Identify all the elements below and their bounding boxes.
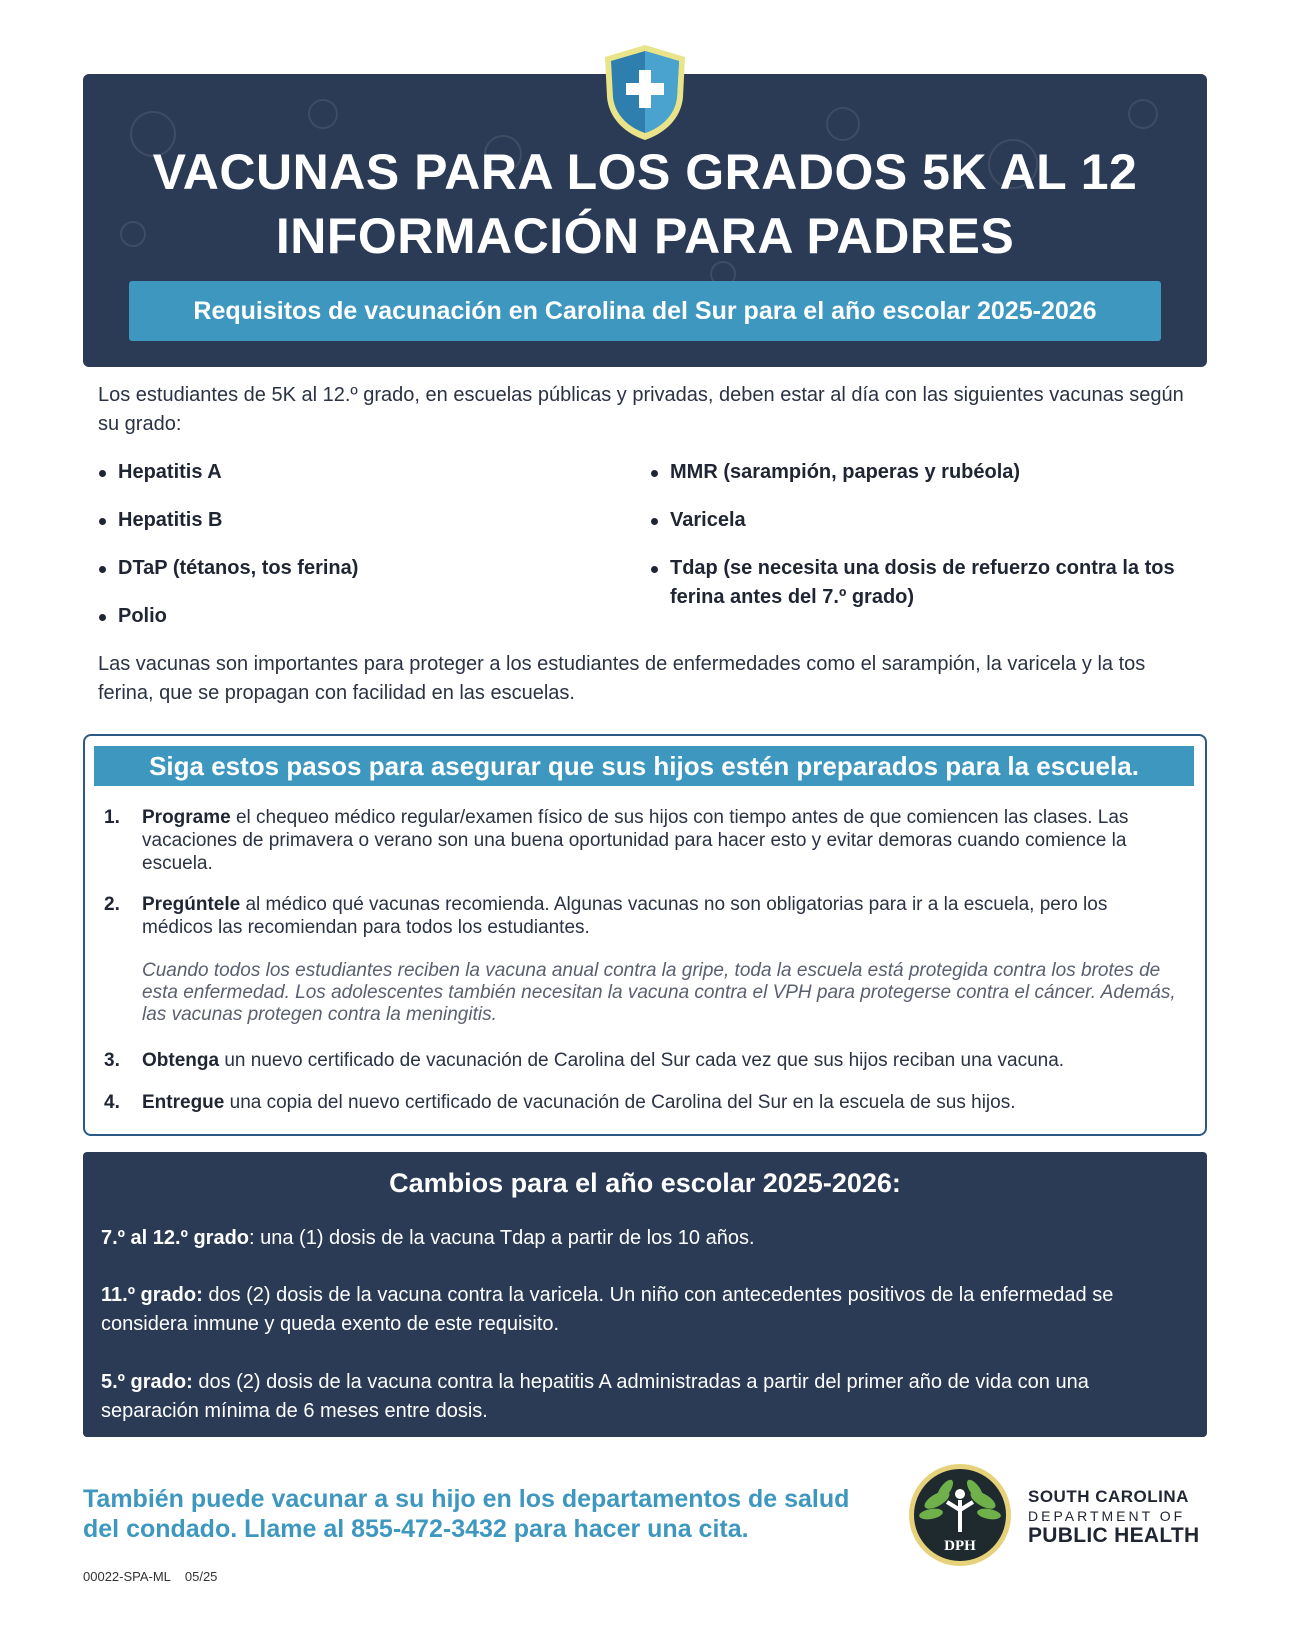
list-item: Hepatitis A bbox=[98, 458, 598, 487]
cta-line-2: del condado. Llame al 855-472-3432 para hacer una cita. bbox=[83, 1515, 749, 1543]
step-number: 3. bbox=[104, 1050, 120, 1071]
list-item: Varicela bbox=[650, 506, 1190, 535]
changes-title: Cambios para el año escolar 2025-2026: bbox=[389, 1168, 901, 1198]
change-grade: 5.º grado: bbox=[101, 1371, 193, 1393]
change-text: dos (2) dosis de la vacuna contra la hepatitis A administradas a partir del primer año de vida con una separación mínima de 6 meses entre dosis. bbox=[101, 1371, 1089, 1422]
step-text: el chequeo médico regular/examen físico de sus hijos con tiempo antes de que comiencen las clases. Las vacaciones de primavera o verano son una buena oportunidad para hacer esto y evitar demoras cuando comience la escuela. bbox=[142, 807, 1129, 874]
step-4 bbox=[104, 1091, 1174, 1114]
medical-shield-icon bbox=[601, 42, 689, 142]
step-3 bbox=[104, 1049, 1174, 1072]
step-verb: Programe bbox=[142, 807, 231, 828]
importance-text: Las vacunas son importantes para proteger a los estudiantes de enfermedades como el sarampión, la varicela y la tos ferina, que se propagan con facilidad en las escuelas. bbox=[98, 653, 1146, 704]
org-line-1: SOUTH CAROLINA bbox=[1028, 1487, 1189, 1506]
list-item: Tdap (se necesita una dosis de refuerzo contra la tos ferina antes del 7.º grado) bbox=[650, 554, 1190, 612]
logo-text: DPH bbox=[944, 1538, 976, 1554]
step-text: una copia del nuevo certificado de vacunación de Carolina del Sur en la escuela de sus hijos. bbox=[224, 1092, 1016, 1113]
change-grade: 7.º al 12.º grado bbox=[101, 1227, 249, 1249]
step-text: un nuevo certificado de vacunación de Carolina del Sur cada vez que sus hijos reciban una vacuna. bbox=[219, 1050, 1065, 1071]
title-line-1: VACUNAS PARA LOS GRADOS 5K AL 12 bbox=[152, 144, 1138, 200]
vaccine-list-right bbox=[650, 458, 1190, 631]
step-verb: Entregue bbox=[142, 1092, 225, 1113]
document-code: 00022-SPA-ML 05/25 bbox=[83, 1569, 218, 1584]
subtitle-bar: Requisitos de vacunación en Carolina del Sur para el año escolar 2025-2026 bbox=[129, 281, 1161, 341]
list-item: MMR (sarampión, paperas y rubéola) bbox=[650, 458, 1190, 487]
vaccine-list-left bbox=[98, 458, 598, 650]
title-line-2: INFORMACIÓN PARA PADRES bbox=[275, 208, 1015, 264]
change-item bbox=[101, 1224, 1191, 1253]
list-item: Hepatitis B bbox=[98, 506, 598, 535]
step-number: 4. bbox=[104, 1092, 120, 1113]
step-1 bbox=[104, 806, 1174, 875]
org-line-3: PUBLIC HEALTH bbox=[1028, 1524, 1200, 1547]
dph-tree-logo bbox=[907, 1462, 1013, 1568]
organization-name bbox=[1028, 1487, 1218, 1547]
call-to-action bbox=[83, 1484, 903, 1544]
steps-title: Siga estos pasos para asegurar que sus hijos estén preparados para la escuela. bbox=[94, 746, 1194, 786]
list-item: Polio bbox=[98, 602, 598, 631]
step-text: al médico qué vacunas recomienda. Algunas vacunas no son obligatorias para ir a la escuela, pero los médicos las recomiendan para todos los estudiantes. bbox=[142, 894, 1108, 938]
org-line-2: DEPARTMENT OF bbox=[1028, 1508, 1186, 1524]
step-number: 2. bbox=[104, 894, 120, 915]
change-text: : una (1) dosis de la vacuna Tdap a partir de los 10 años. bbox=[249, 1227, 755, 1249]
change-item bbox=[101, 1368, 1191, 1426]
change-grade: 11.º grado: bbox=[101, 1284, 203, 1306]
flu-note: Cuando todos los estudiantes reciben la vacuna anual contra la gripe, toda la escuela está protegida contra los brotes de esta enfermedad. Los adolescentes también necesitan la vacuna contra el VPH para protegerse contra el cáncer. Además, las vacunas protegen contra la meningitis. bbox=[142, 960, 1176, 1025]
intro-text: Los estudiantes de 5K al 12.º grado, en escuelas públicas y privadas, deben estar al día con las siguientes vacunas según su grado: bbox=[98, 384, 1184, 435]
step-verb: Pregúntele bbox=[142, 894, 241, 915]
step-number: 1. bbox=[104, 807, 120, 828]
change-text: dos (2) dosis de la vacuna contra la varicela. Un niño con antecedentes positivos de la enfermedad se considera inmune y queda exento de este requisito. bbox=[101, 1284, 1114, 1335]
step-verb: Obtenga bbox=[142, 1050, 220, 1071]
page-title bbox=[83, 140, 1207, 268]
list-item: DTaP (tétanos, tos ferina) bbox=[98, 554, 598, 583]
change-item bbox=[101, 1281, 1191, 1339]
step-2 bbox=[104, 893, 1174, 939]
cta-line-1: También puede vacunar a su hijo en los departamentos de salud bbox=[83, 1485, 850, 1513]
